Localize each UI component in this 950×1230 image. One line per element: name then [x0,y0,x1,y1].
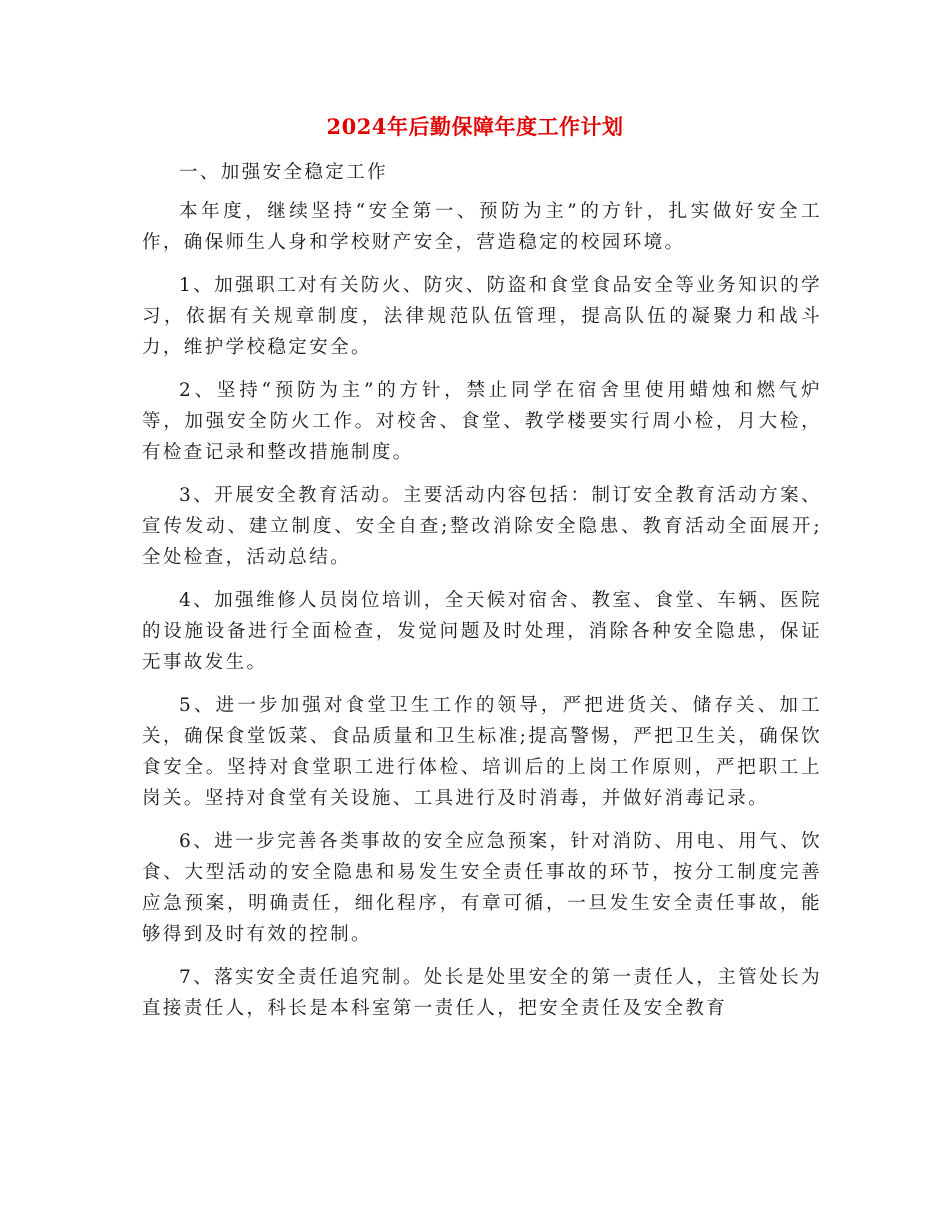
paragraph-item-7: 7、落实安全责任追究制。处长是处里安全的第一责任人，主管处长为直接责任人，科长是本科室第一责任人，把安全责任及安全教育 [142,967,822,1019]
paragraph-item-1: 1、加强职工对有关防火、防灾、防盗和食堂食品安全等业务知识的学习，依据有关规章制度，法律规范队伍管理，提高队伍的凝聚力和战斗力，维护学校稳定安全。 [142,275,822,358]
paragraph-intro: 本年度，继续坚持“安全第一、预防为主”的方针，扎实做好安全工作，确保师生人身和学校财产安全，营造稳定的校园环境。 [142,201,822,253]
document-body [142,157,822,1036]
paragraph-item-2: 2、坚持“预防为主”的方针，禁止同学在宿舍里使用蜡烛和燃气炉等，加强安全防火工作。对校舍、食堂、教学楼要实行周小检，月大检，有检查记录和整改措施制度。 [142,380,822,463]
paragraph-item-5: 5、进一步加强对食堂卫生工作的领导，严把进货关、储存关、加工关，确保食堂饭菜、食品质量和卫生标准;提高警惕，严把卫生关，确保饮食安全。坚持对食堂职工进行体检、培训后的上岗工作原则，严把职工上岗关。坚持对食堂有关设施、工具进行及时消毒，并做好消毒记录。 [142,695,822,809]
paragraph-item-4: 4、加强维修人员岗位培训，全天候对宿舍、教室、食堂、车辆、医院的设施设备进行全面检查，发觉问题及时处理，消除各种安全隐患，保证无事故发生。 [142,590,822,673]
paragraph-item-6: 6、进一步完善各类事故的安全应急预案，针对消防、用电、用气、饮食、大型活动的安全隐患和易发生安全责任事故的环节，按分工制度完善应急预案，明确责任，细化程序，有章可循，一旦发生安全责任事故，能够得到及时有效的控制。 [142,831,822,945]
section-heading: 一、加强安全稳定工作 [179,162,389,183]
document-title: 2024年后勤保障年度工作计划 [326,114,624,139]
paragraph-item-3: 3、开展安全教育活动。主要活动内容包括：制订安全教育活动方案、宣传发动、建立制度、安全自查;整改消除安全隐患、教育活动全面展开;全处检查，活动总结。 [142,485,822,568]
